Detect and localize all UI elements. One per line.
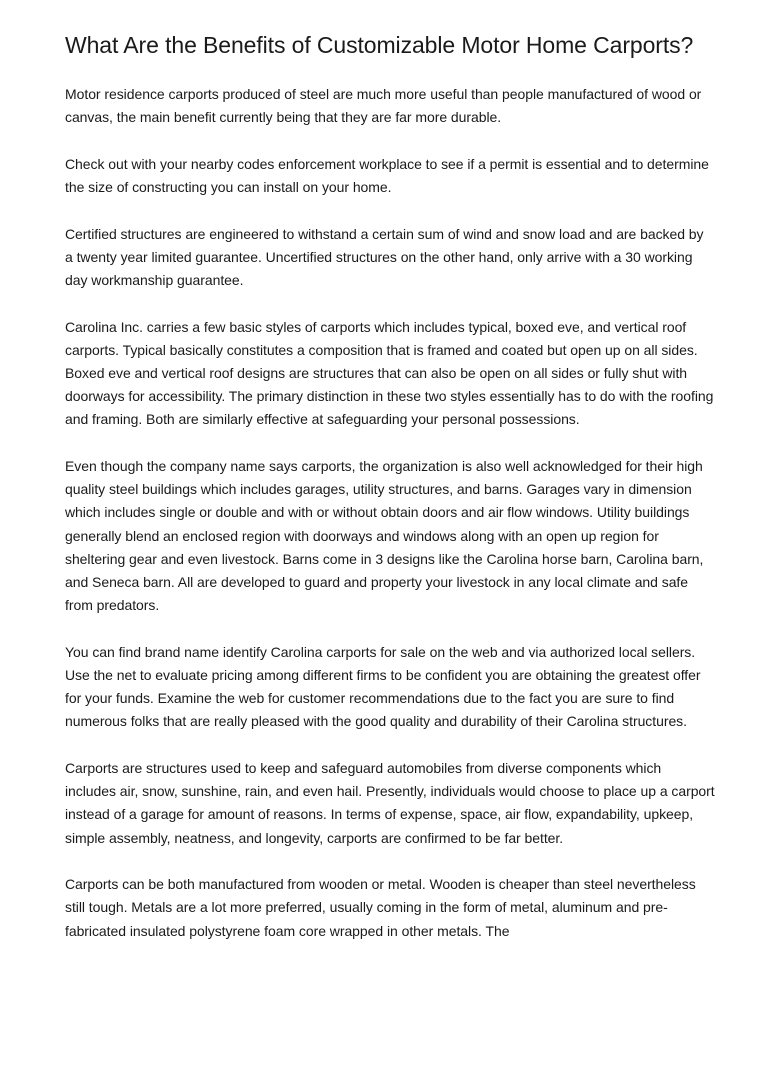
- paragraph: Even though the company name says carports, the organization is also well acknowledged for their high quality steel buildings which includes garages, utility structures, and barns. Garages vary in dimension which includes single or double and with or without obtain doors and air flow windows. Utility buildings generally blend an enclosed region with doorways and windows along with an open up region for sheltering gear and even livestock. Barns come in 3 designs like the Carolina horse barn, Carolina barn, and Seneca barn. All are developed to guard and property your livestock in any local climate and safe from predators.: [65, 458, 704, 614]
- paragraph: Check out with your nearby codes enforcement workplace to see if a permit is essential and to determine the size of constructing you can install on your home.: [65, 155, 709, 195]
- paragraph: Carports are structures used to keep and safeguard automobiles from diverse components which includes air, snow, sunshine, rain, and even hail. Presently, individuals would choose to place up a carport instead of a garage for amount of reasons. In terms of expense, space, air flow, expandability, upkeep, simple assembly, neatness, and longevity, carports are confirmed to be far better.: [65, 760, 715, 846]
- paragraph: Carports can be both manufactured from wooden or metal. Wooden is cheaper than steel nevertheless still tough. Metals are a lot more preferred, usually coming in the form of metal, aluminum and pre-fabricated insulated polystyrene foam core wrapped in other metals. The: [65, 876, 696, 939]
- document-page: [65, 34, 715, 966]
- document-title: What Are the Benefits of Customizable Motor Home Carports?: [65, 32, 694, 58]
- paragraph: You can find brand name identify Carolina carports for sale on the web and via authorized local sellers. Use the net to evaluate pricing among different firms to be confident you are obtaining the greatest offer for your funds. Examine the web for customer recommendations due to the fact you are sure to find numerous folks that are really pleased with the good quality and durability of their Carolina structures.: [65, 643, 701, 730]
- paragraph: Carolina Inc. carries a few basic styles of carports which includes typical, boxed eve, and vertical roof carports. Typical basically constitutes a composition that is framed and coated but open up on all sides. Boxed eve and vertical roof designs are structures that can also be open on all sides or fully shut with doorways for accessibility. The primary distinction in these two styles essentially has to do with the roofing and framing. Both are similarly effective at safeguarding your personal possessions.: [65, 318, 714, 428]
- paragraph: Motor residence carports produced of steel are much more useful than people manufactured of wood or canvas, the main benefit currently being that they are far more durable.: [65, 86, 702, 126]
- paragraph: Certified structures are engineered to withstand a certain sum of wind and snow load and are backed by a twenty year limited guarantee. Uncertified structures on the other hand, only arrive with a 30 working day workmanship guarantee.: [65, 225, 704, 288]
